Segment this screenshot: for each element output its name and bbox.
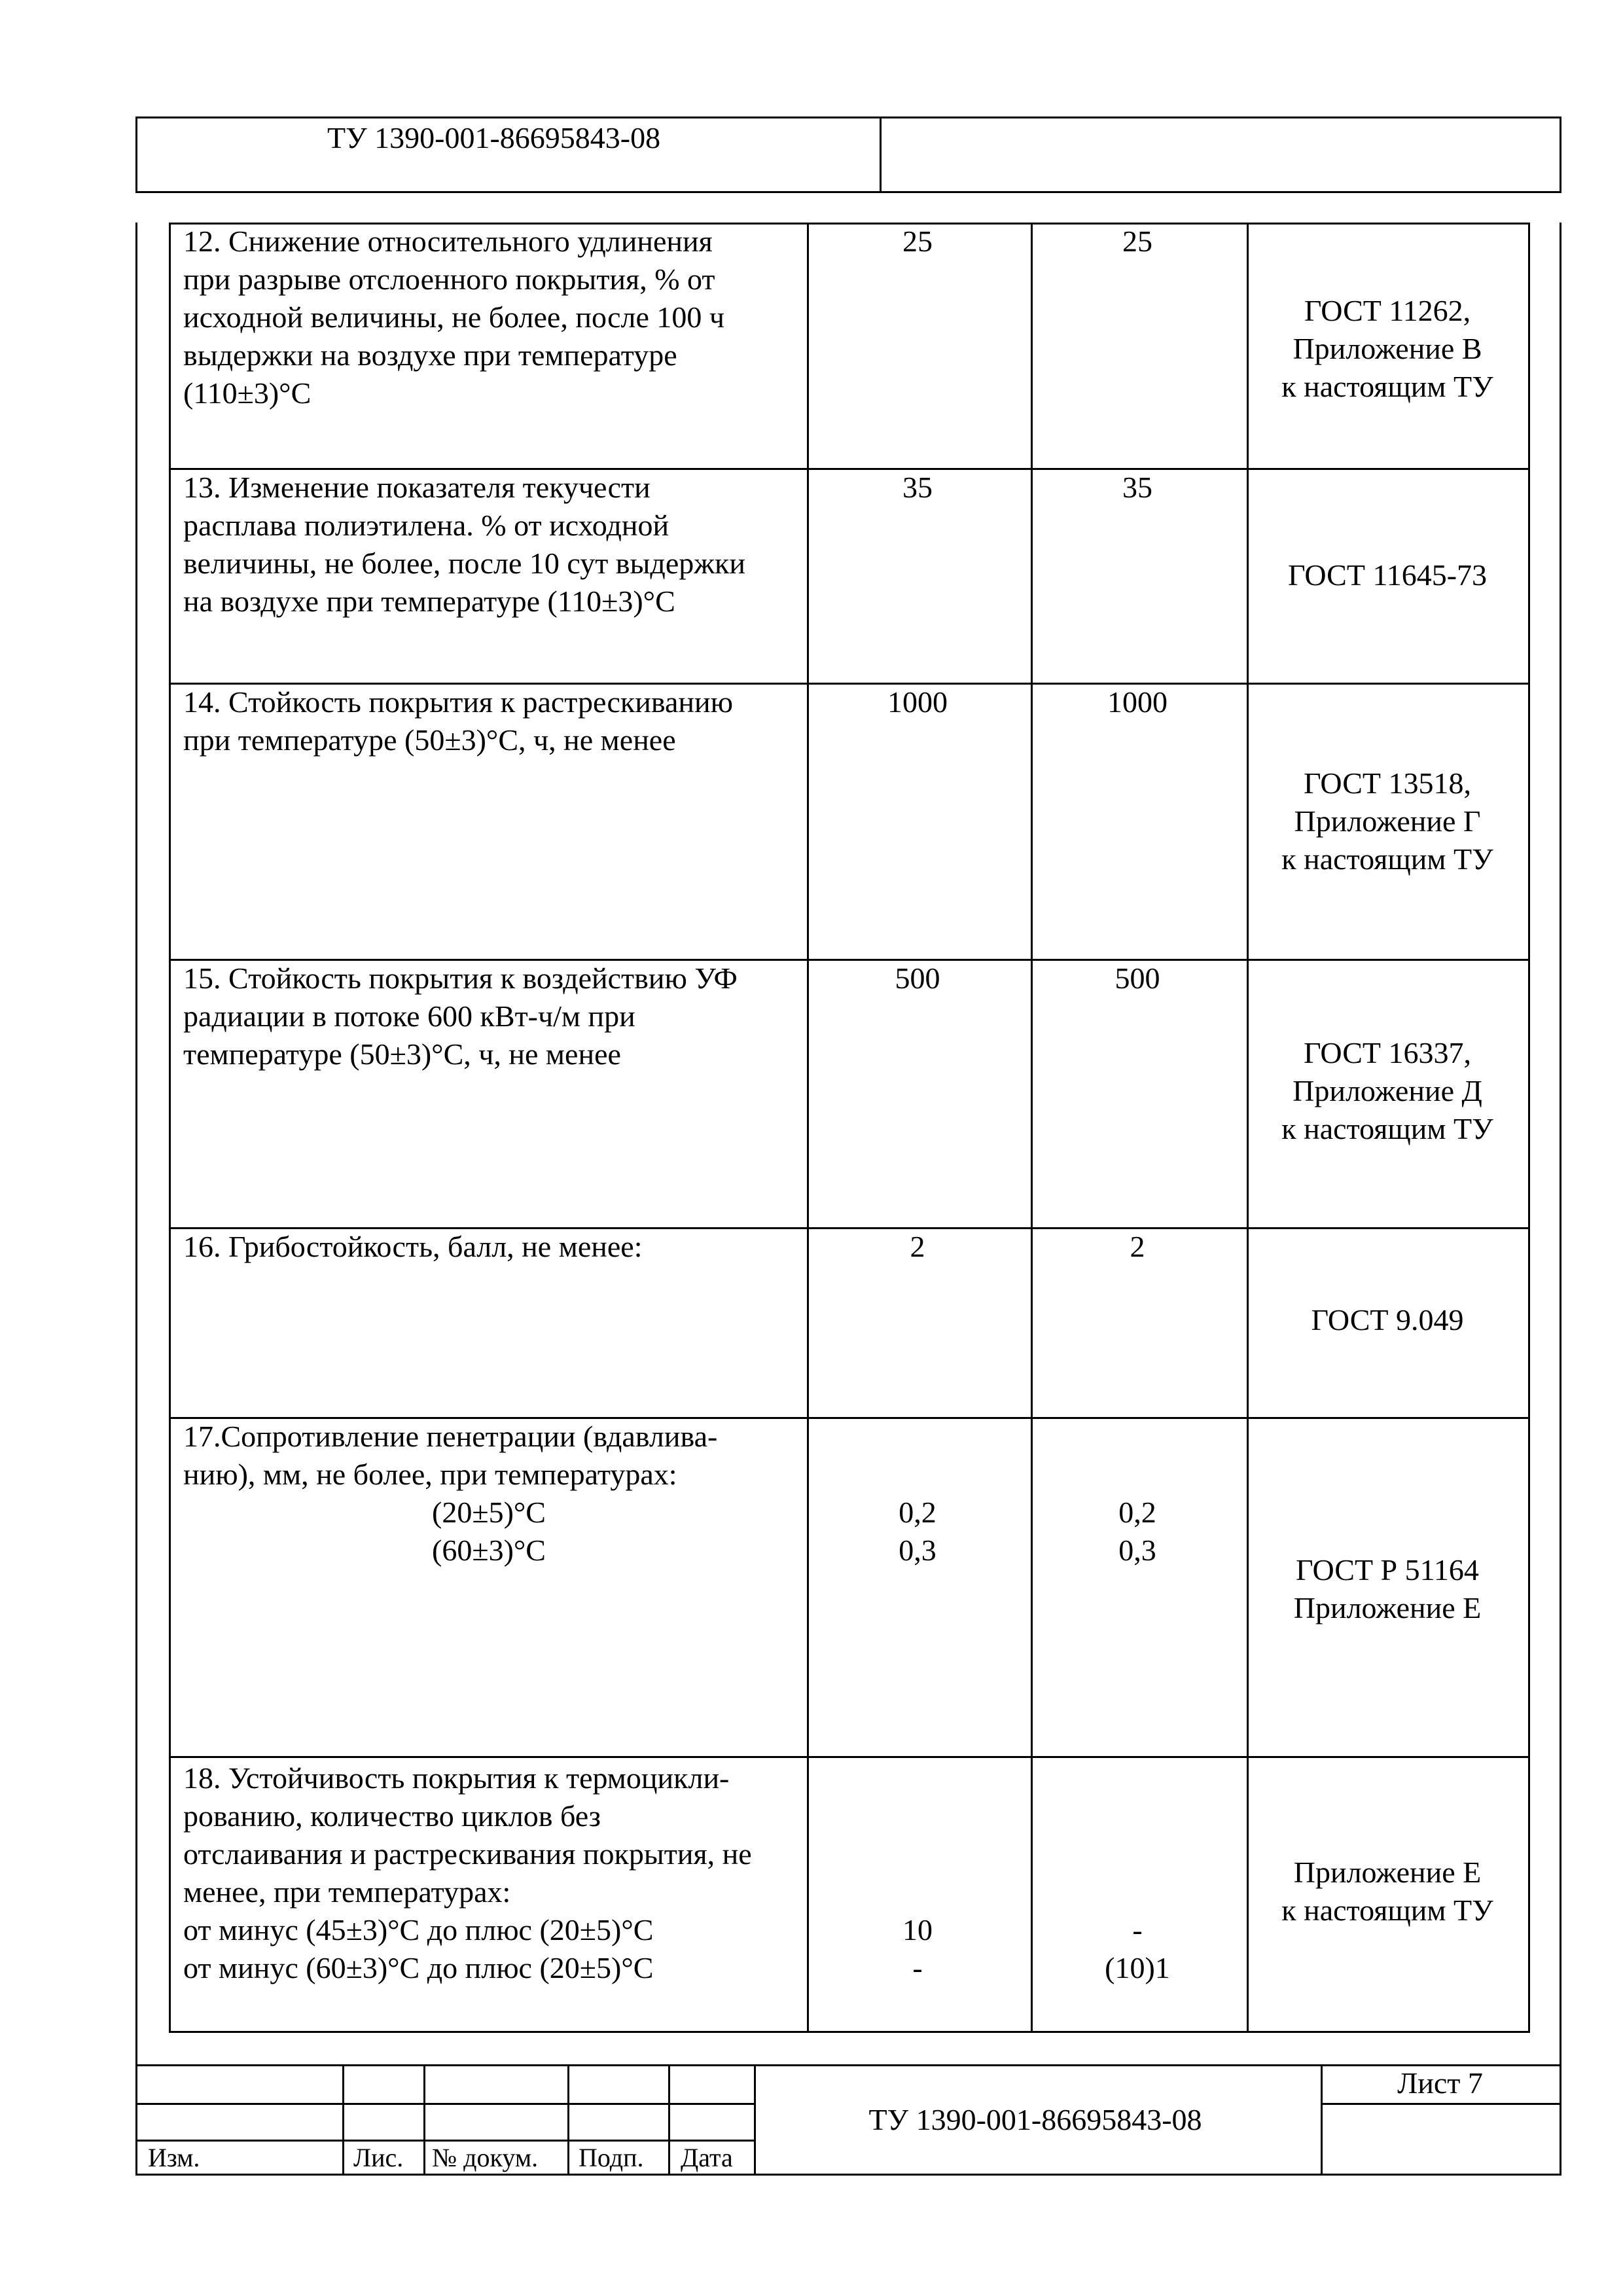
value-col-2: - (10)1 bbox=[1105, 1913, 1170, 1984]
row-description: 15. Стойкость покрытия к воздействию УФ радиации в потоке 600 кВт-ч/м при температуре (50±3)°С, ч, не менее bbox=[183, 961, 738, 1071]
value-col-1: 25 bbox=[902, 224, 933, 258]
frame-left-line bbox=[135, 223, 137, 2075]
temperature-list: (20±5)°С (60±3)°С bbox=[432, 1496, 546, 1567]
value-col-1: 1000 bbox=[887, 685, 948, 719]
value-col-1: 2 bbox=[910, 1230, 925, 1263]
row-description: 18. Устойчивость покрытия к термоцикли- рованию, количество циклов без отслаивания и растрескивания покрытия, не менее, при температурах: от минус (45±3)°С до плюс (20±5)°С от минус (60±3)°С до плюс (20±5)°С bbox=[183, 1761, 752, 1984]
test-method: ГОСТ 16337, Приложение Д к настоящим ТУ bbox=[1281, 1036, 1493, 1145]
test-method: ГОСТ 11262, Приложение В к настоящим ТУ bbox=[1281, 294, 1493, 403]
value-col-1: 0,2 0,3 bbox=[899, 1496, 936, 1567]
col-lis-label: Лис. bbox=[353, 2143, 404, 2172]
footer-doc-code: ТУ 1390-001-86695843-08 bbox=[868, 2103, 1202, 2136]
sheet-number: Лист 7 bbox=[1397, 2066, 1483, 2100]
test-method: ГОСТ 11645-73 bbox=[1287, 558, 1488, 592]
test-method: Приложение Е к настоящим ТУ bbox=[1281, 1856, 1493, 1927]
row-description: 17.Сопротивление пенетрации (вдавлива- нию), мм, не более, при температурах: bbox=[183, 1420, 718, 1491]
test-method: ГОСТ Р 51164 Приложение Е bbox=[1293, 1553, 1482, 1624]
col-doc-label: № докум. bbox=[432, 2143, 539, 2172]
row-description: 13. Изменение показателя текучести расплава полиэтилена. % от исходной величины, не более, после 10 сут выдержки на воздухе при температуре (110±3)°С bbox=[183, 471, 745, 618]
test-method: ГОСТ 9.049 bbox=[1311, 1303, 1464, 1336]
value-col-1: 10 - bbox=[902, 1913, 933, 1984]
value-col-2: 2 bbox=[1130, 1230, 1145, 1263]
col-izm-label: Изм. bbox=[148, 2143, 200, 2172]
value-col-2: 500 bbox=[1115, 961, 1160, 995]
value-col-2: 0,2 0,3 bbox=[1118, 1496, 1156, 1567]
value-col-1: 35 bbox=[902, 471, 933, 504]
value-col-2: 1000 bbox=[1107, 685, 1168, 719]
header-doc-code: ТУ 1390-001-86695843-08 bbox=[327, 121, 661, 154]
col-data-label: Дата bbox=[681, 2143, 733, 2172]
value-col-1: 500 bbox=[895, 961, 940, 995]
test-method: ГОСТ 13518, Приложение Г к настоящим ТУ bbox=[1281, 766, 1493, 876]
value-col-2: 25 bbox=[1122, 224, 1152, 258]
value-col-2: 35 bbox=[1122, 471, 1152, 504]
row-description: 16. Грибостойкость, балл, не менее: bbox=[183, 1230, 643, 1263]
col-podp-label: Подп. bbox=[579, 2143, 644, 2172]
row-description: 14. Стойкость покрытия к растрескиванию при температуре (50±3)°С, ч, не менее bbox=[183, 685, 734, 757]
row-description: 12. Снижение относительного удлинения при разрыве отслоенного покрытия, % от исходной величины, не более, после 100 ч выдержки на воздухе при температуре (110±3)°С bbox=[183, 224, 725, 410]
frame-right-line bbox=[1560, 223, 1561, 2075]
